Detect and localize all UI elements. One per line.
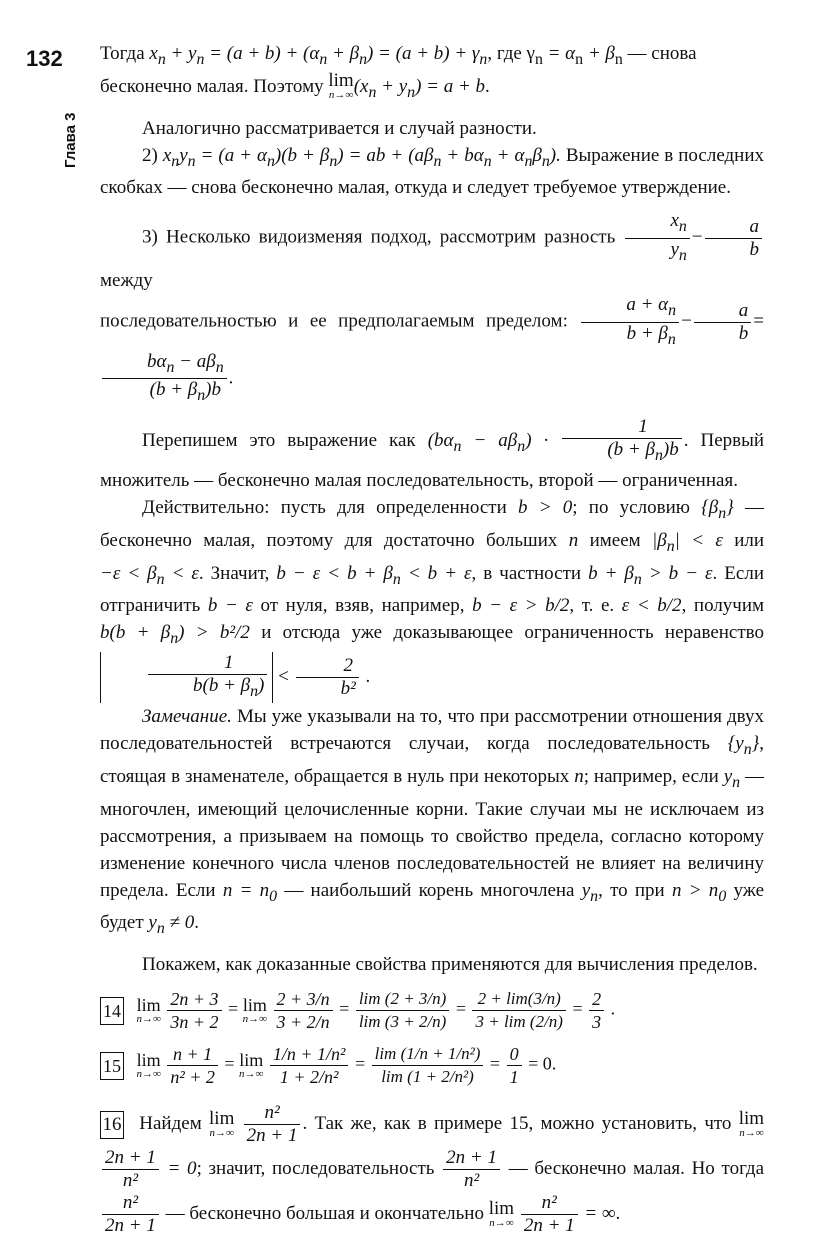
page-body <box>100 40 764 1237</box>
example-number: 15 <box>100 1052 124 1080</box>
paragraph-rewrite: Перепишем это выражение как $(b\alpha_n - a\beta_n)$ · $\frac{1}{(b + \beta_n)b}$ . Первый множитель — бесконечно малая последовательность, второй — ограниченная. <box>100 416 765 491</box>
formula-sum: $x_n + y_n = (a + b) + (\alpha_n + \beta_n) = (a + b) + \gamma_n$ <box>149 43 488 68</box>
fraction: $\frac{2}{\text{b²}}$ <box>296 655 359 700</box>
text: Выражение в последних скобках — снова бесконечно малая, откуда и следует требуемое утверждение. <box>100 144 764 199</box>
remark-label: Замечание. <box>142 705 232 727</box>
paragraph-quotient: 3) Несколько видоизменяя подход, рассмотрим разность $\frac{x_n}{y_n}$ − $\frac{a}{b}$ между последовательностью и ее предполагаемым пределом: $\frac{a + \alpha_n}{b + \beta_n}$ − $\frac{a}{b}$ = $\frac{b\alpha_n - a\beta_n}{(b + \beta_n)b}$ . <box>100 210 764 407</box>
fraction: $\frac{b\alpha_n - a\beta_n}{(b + \beta_n)b}$ <box>102 351 227 408</box>
page-number: 132 <box>26 46 63 71</box>
formula-product: $x_ny_n = (a + \alpha_n)(b + \beta_n)$ = ab + $(a\beta_n + b\alpha_n + \alpha_n\beta_n)$. <box>162 144 561 170</box>
text: — снова <box>622 43 697 64</box>
text: бесконечно малая. Поэтому <box>100 75 324 97</box>
formula: $(b\alpha_n - a\beta_n)$ · <box>427 429 549 455</box>
chapter-label: Глава 3 <box>62 112 79 168</box>
fraction: $\frac{a + \alpha_n}{b + \beta_n}$ <box>581 294 679 351</box>
example-number: 14 <box>100 997 124 1025</box>
formula: $(x_n + y_n) = a + b$ <box>353 75 486 101</box>
example-14: 14 lim n→∞ $\frac{2n + 3}{3n + 2}$ = lim n→∞ $\frac{2 + 3/n}{3 + 2/n}$ = $\frac{\lim (2 + 3/n)}{\lim (3 + 2/n)}$ = $\frac{2 + \lim(3/n)}{3 + \lim (2/n)}$ = $\frac{2}{3}$ . <box>100 988 764 1033</box>
paragraph-sum: Тогда $x_n + y_n = (a + b) + (\alpha_n + \beta_n) = (a + b) + \gamma_n$, где $\gamma_n = \alpha_n + \beta_n$ — снова бесконечно малая. Поэтому lim n→∞ $(x_n + y_n) = a + b$. <box>100 43 697 102</box>
text: Тогда <box>100 43 145 64</box>
example-16: 16 Найдем lim n→∞ $\frac{\text{n²}}{2n + 1}$ . Так же, как в примере 15, можно установить, что lim n→∞ $\frac{2n + 1}{\text{n²}}$ = 0; значит, последовательность $\frac{2n + 1}{\text{n²}}$ — бесконечно малая. Но тогда $\frac{\text{n²}}{2n + 1}$ — бесконечно большая и окончательно lim n→∞ $\frac{\text{n²}}{2n + 1}$ = ∞. <box>100 1102 764 1237</box>
fraction: $\frac{1}{(b + \beta_n)b}$ <box>562 416 681 467</box>
example-number: 16 <box>100 1111 124 1139</box>
paragraph-proof: Действительно: пусть для определенности b > 0; по условию $\{\beta_n\}$ — бесконечно малая, поэтому для достаточно больших n имеем $|\beta_n| < \varepsilon$ или $-\varepsilon < \beta_n < \varepsilon$. Значит, $b - \varepsilon < b + \beta_n < b + \varepsilon$, в частности $b + \beta_n > b - \varepsilon$. Если отграничить b − ε от нуля, взяв, например, b − ε > b/2, т. е. ε < b/2, получим $b(b + \beta_n) > b^2/2$ и отсюда уже доказывающее ограниченность неравенство $\frac{1}{b(b + \beta_n)}$ < $\frac{2}{\text{b²}}$ . <box>100 494 764 703</box>
paragraph-product: 2) $x_ny_n = (a + \alpha_n)(b + \beta_n)$ = ab + $(a\beta_n + b\alpha_n + \alpha_n\beta_n)$. Выражение в последних скобках — снова бесконечно малая, откуда и следует требуемое утверждение. <box>100 144 764 199</box>
paragraph-examples-intro: Покажем, как доказанные свойства применяются для вычисления пределов. <box>142 954 758 976</box>
fraction: $\frac{a}{b}$ <box>694 300 752 345</box>
text: , где γ <box>487 43 535 64</box>
paragraph-remark: Замечание. Мы уже указывали на то, что при рассмотрении отношения двух последовательностей встречаются случаи, когда последовательность $\{y_n\}$, стоящая в знаменателе, обращается в нуль при некоторых n; например, если $y_n$ — многочлен, имеющий целочисленные корни. Такие случаи мы не исключаем из рассмотрения, а призываем на помощь то свойство предела, согласно которому изменение конечного числа членов последовательностей не влияет на величину предела. Если $n = n_0$ — наибольший корень многочлена $y_n$, то при $n > n_0$ уже будет $y_n \ne 0$. <box>100 705 765 938</box>
example-15: 15 lim n→∞ $\frac{n + 1}{\text{n² + 2}}$ = lim n→∞ $\frac{\text{1/n + 1/n²}}{\text{1 + 2/n²}}$ = $\frac{\text{lim (1/n + 1/n²)}}{\text{lim (1 + 2/n²)}}$ = $\frac{0}{1}$ = 0. <box>100 1043 764 1088</box>
absolute-value: $\frac{1}{b(b + \beta_n)}$ <box>100 652 273 703</box>
fraction: $\frac{x_n}{y_n}$ <box>625 210 689 267</box>
limit: lim n→∞ <box>328 70 354 102</box>
fraction: $\frac{a}{b}$ <box>705 216 763 261</box>
paragraph-difference: Аналогично рассматривается и случай разности. <box>142 117 537 139</box>
